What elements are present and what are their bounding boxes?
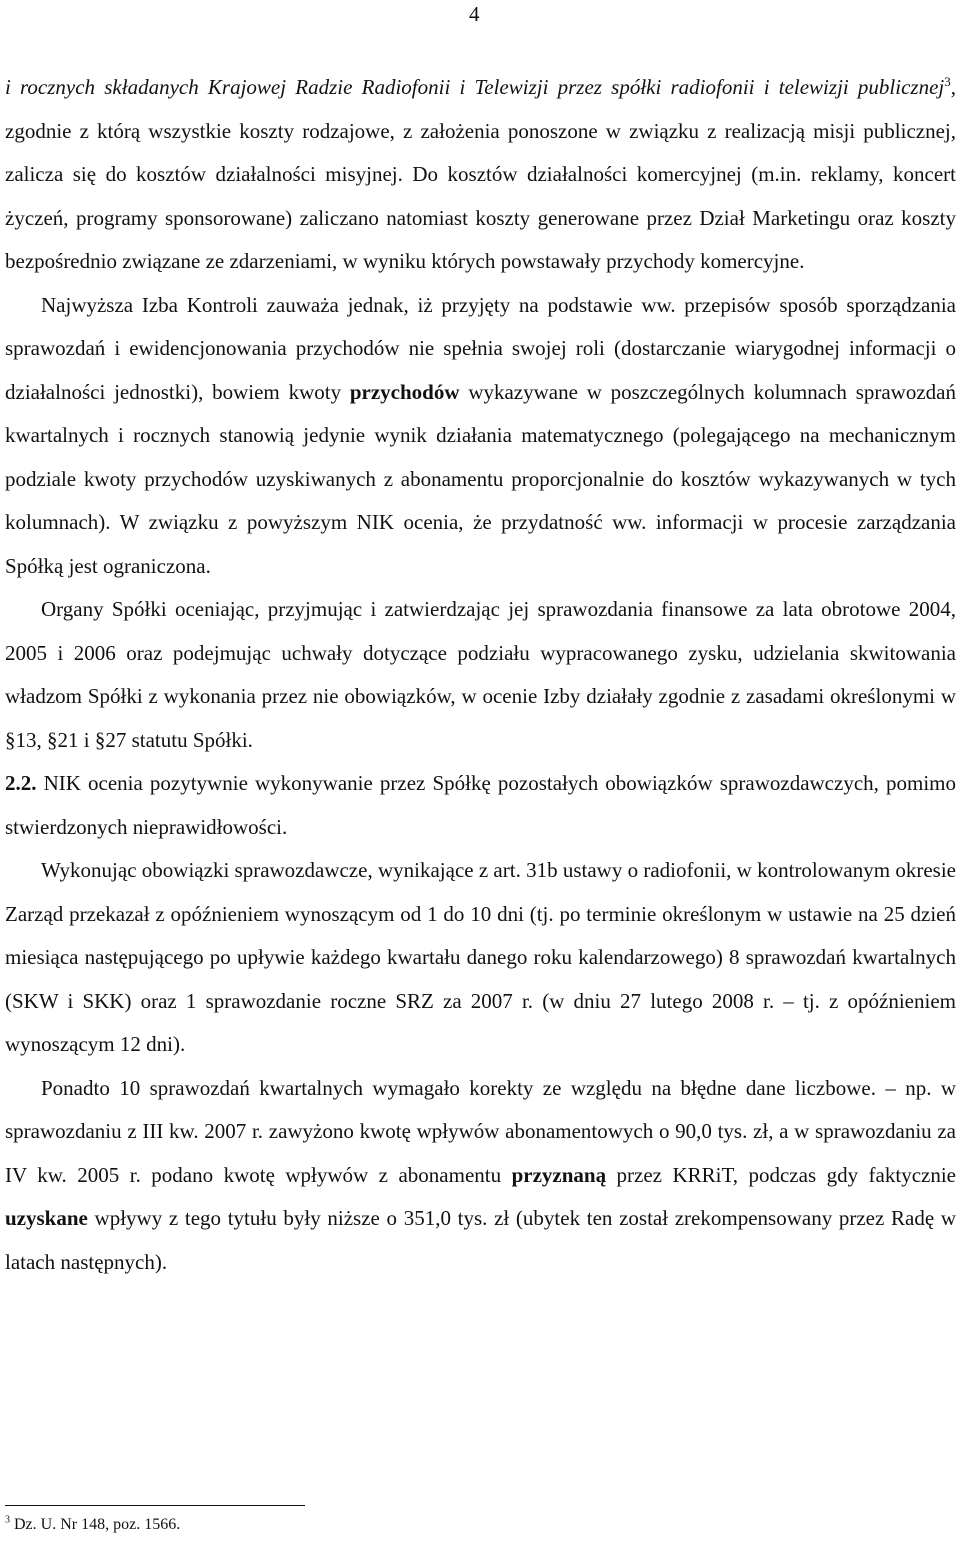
paragraph-3-text: Organy Spółki oceniając, przyjmując i zatwierdzając jej sprawozdania finansowe za lata obrotowe 2004, 2005 i 2006 oraz podejmując uchwały dotyczące podziału wypracowanego zysku, udzielania skwitowania władzom Spółki z wykonania przez nie obowiązków, w ocenie Izby działały zgodnie z zasadami określonymi w §13, §21 i §27 statutu Spółki. bbox=[5, 597, 956, 752]
paragraph-2-text-a: Najwyższa Izba Kontroli zauważa jednak, iż przyjęty na podstawie ww. przepisów sposób sporządzania sprawozdań i ewidencjonowania przychodów nie spełnia swojej roli (dostarczanie wiarygodnej informacji o działalności jednostki), bowiem kwoty bbox=[5, 292, 956, 404]
section-number: 2.2. bbox=[5, 771, 37, 795]
footnote-text: Dz. U. Nr 148, poz. 1566. bbox=[10, 1516, 181, 1533]
paragraph-4-text: NIK ocenia pozytywnie wykonywanie przez Spółkę pozostałych obowiązków sprawozdawczych, pomimo stwierdzonych nieprawidłowości. bbox=[5, 771, 956, 839]
paragraph-1-text: , zgodnie z którą wszystkie koszty rodzajowe, z założenia ponoszone w związku z realizacją misji publicznej, zalicza się do kosztów działalności misyjnej. Do kosztów działalności komercyjnej (m.in. reklamy, koncert życzeń, programy sponsorowane) zaliczano natomiast koszty generowane przez Dział Marketingu oraz koszty bezpośrednio związane ze zdarzeniami, w wyniku których powstawały przychody komercyjne. bbox=[5, 75, 956, 273]
paragraph-2 bbox=[5, 284, 956, 589]
paragraph-1 bbox=[5, 66, 956, 284]
paragraph-2-text-b: wykazywane w poszczególnych kolumnach sprawozdań kwartalnych i rocznych stanowią jedynie wynik działania matematycznego (polegającego na mechanicznym podziale kwoty przychodów uzyskiwanych z abonamentu proporcjonalnie do kosztów wykazywanych w tych kolumnach). W związku z powyższym NIK ocenia, że przydatność ww. informacji w procesie zarządzania Spółką jest ograniczona. bbox=[5, 379, 956, 578]
paragraph-3 bbox=[5, 588, 956, 762]
paragraph-6-bold-b: uzyskane bbox=[5, 1206, 88, 1230]
paragraph-6-bold-a: przyznaną bbox=[511, 1162, 607, 1187]
paragraph-5 bbox=[5, 849, 956, 1067]
footnote-reference: 3 bbox=[944, 74, 951, 89]
paragraph-4 bbox=[5, 762, 956, 849]
footnote bbox=[5, 1514, 180, 1536]
document-body bbox=[5, 66, 956, 1284]
footnote-divider bbox=[5, 1505, 305, 1506]
paragraph-6-text-c: wpływy z tego tytułu były niższe o 351,0 tys. zł (ubytek ten został zrekompensowany przez Radę w latach następnych). bbox=[5, 1206, 956, 1274]
footnote-marker: 3 bbox=[5, 1514, 10, 1526]
paragraph-1-italic: i rocznych składanych Krajowej Radzie Radiofonii i Telewizji przez spółki radiofonii i telewizji publicznej bbox=[5, 75, 945, 99]
page-number: 4 bbox=[469, 2, 480, 26]
paragraph-2-bold: przychodów bbox=[349, 379, 460, 404]
paragraph-6 bbox=[5, 1067, 956, 1285]
paragraph-6-text-b: przez KRRiT, podczas gdy faktycznie bbox=[606, 1162, 956, 1187]
paragraph-6-text-a: Ponadto 10 sprawozdań kwartalnych wymagało korekty ze względu na błędne dane liczbowe. – np. w sprawozdaniu z III kw. 2007 r. zawyżono kwotę wpływów abonamentowych o 90,0 tys. zł, a w sprawozdaniu za IV kw. 2005 r. podano kwotę wpływów z abonamentu bbox=[5, 1075, 956, 1187]
paragraph-5-text: Wykonując obowiązki sprawozdawcze, wynikające z art. 31b ustawy o radiofonii, w kontrolowanym okresie Zarząd przekazał z opóźnieniem wynoszącym od 1 do 10 dni (tj. po terminie określonym w ustawie na 25 dzień miesiąca następującego po upływie każdego kwartału danego roku kalendarzowego) 8 sprawozdań kwartalnych (SKW i SKK) oraz 1 sprawozdanie roczne SRZ za 2007 r. (w dniu 27 lutego 2008 r. – tj. z opóźnieniem wynoszącym 12 dni). bbox=[5, 858, 956, 1056]
